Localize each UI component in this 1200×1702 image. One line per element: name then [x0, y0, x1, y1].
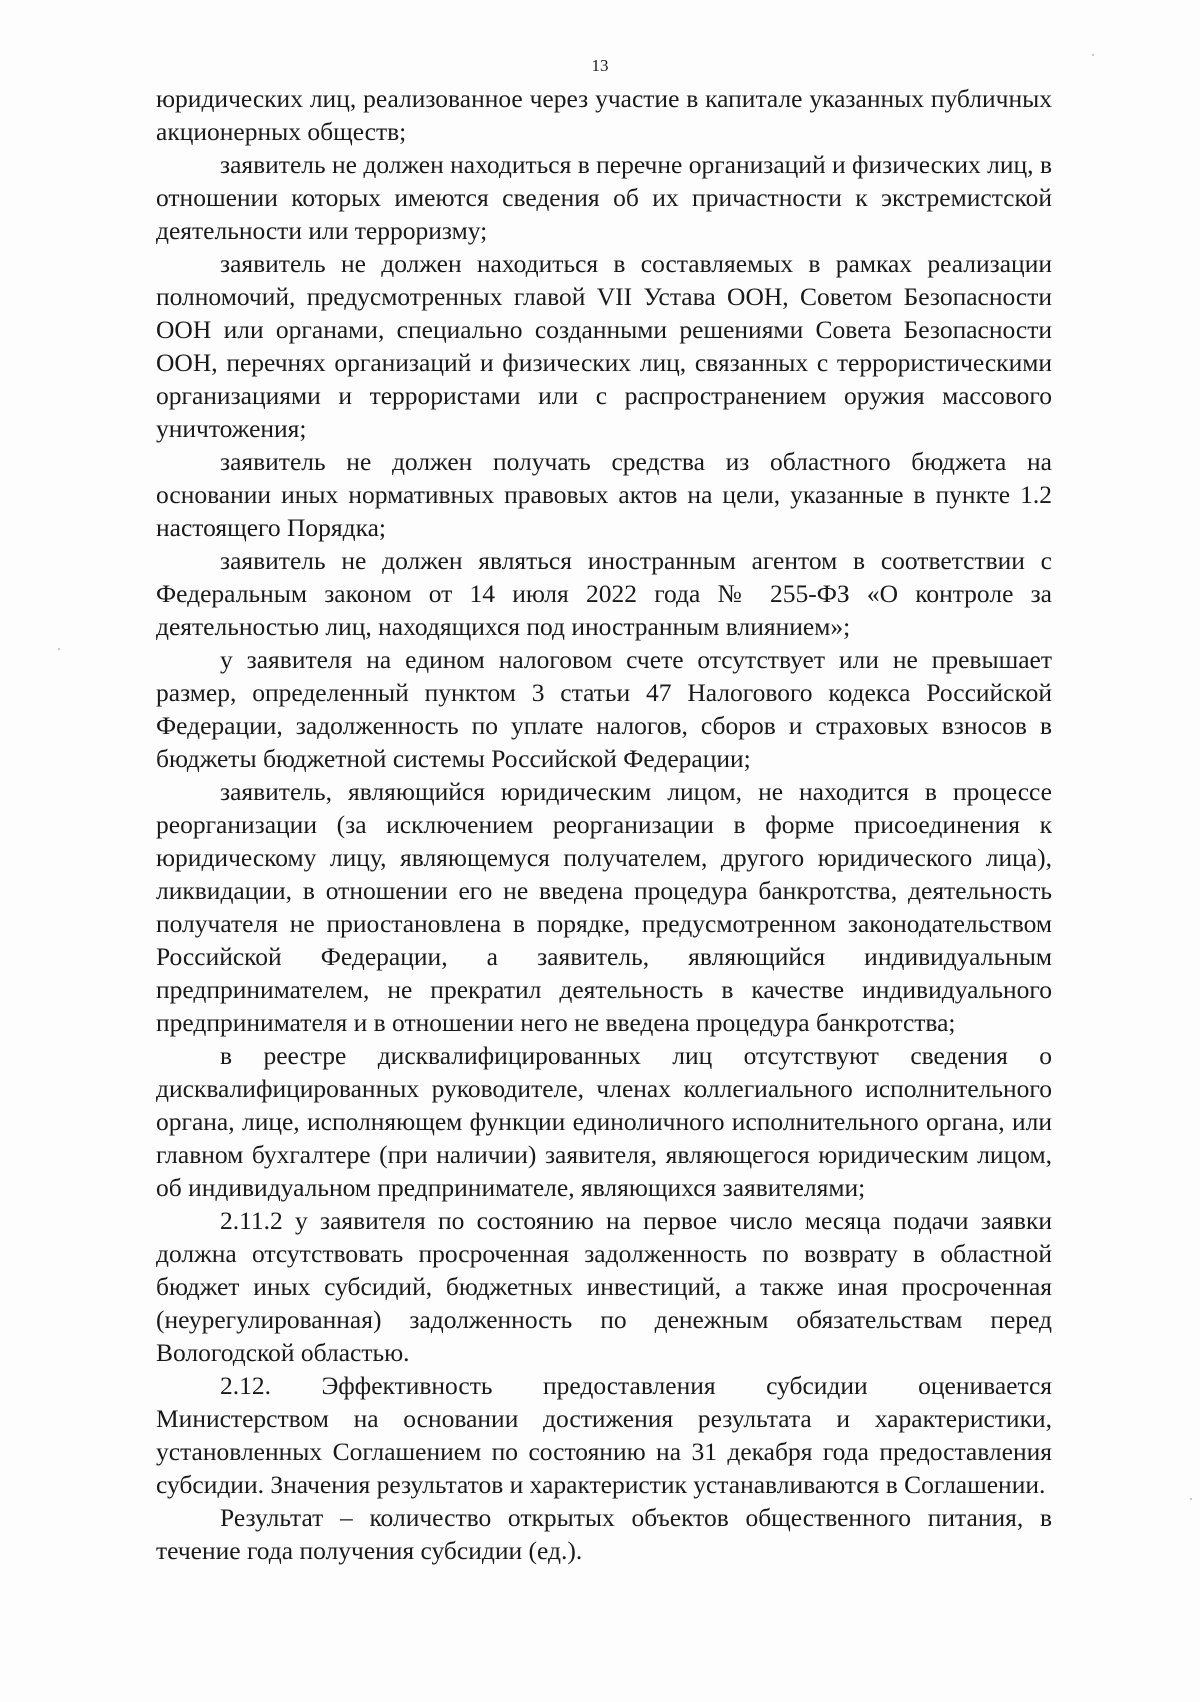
scan-speck	[1190, 1498, 1192, 1500]
paragraph: у заявителя на едином налоговом счете отсутствует или не превышает размер, определенный пунктом 3 статьи 47 Налогового кодекса Российской Федерации, задолженность по уплате налогов, сборов и страховых взносов в бюджеты бюджетной системы Российской Федерации;	[156, 645, 1052, 773]
paragraph: заявитель не должен находиться в перечне организаций и физических лиц, в отношении которых имеются сведения об их причастности к экстремистской деятельности или терроризму;	[156, 150, 1052, 245]
scan-speck	[58, 648, 60, 650]
paragraph: заявитель, являющийся юридическим лицом, не находится в процессе реорганизации (за исключением реорганизации в форме присоединения к юридическому лицу, являющемуся получателем, другого юридического лица), ликвидации, в отношении его не введена процедура банкротства, деятельность получателя не приостановлена в порядке, предусмотренном законодательством Российской Федерации, а заявитель, являющийся индивидуальным предпринимателем, не прекратил деятельность в качестве индивидуального предпринимателя и в отношении него не введена процедура банкротства;	[156, 777, 1052, 1037]
paragraph: заявитель не должен находиться в составляемых в рамках реализации полномочий, предусмотренных главой VII Устава ООН, Советом Безопасности ООН или органами, специально созданными решениями Совета Безопасности ООН, перечнях организаций и физических лиц, связанных с террористическими организациями и террористами или с распространением оружия массового уничтожения;	[156, 249, 1052, 443]
paragraph-clause-2-11-2: 2.11.2 у заявителя по состоянию на первое число месяца подачи заявки должна отсутствовать просроченная задолженность по возврату в областной бюджет иных субсидий, бюджетных инвестиций, а также иная просроченная (неурегулированная) задолженность по денежным обязательствам перед Вологодской областью.	[156, 1206, 1052, 1367]
paragraph-continuation: юридических лиц, реализованное через участие в капитале указанных публичных акционерных обществ;	[156, 84, 1052, 146]
paragraph: в реестре дисквалифицированных лиц отсутствуют сведения о дисквалифицированных руководителе, членах коллегиального исполнительного органа, лице, исполняющем функции единоличного исполнительного органа, или главном бухгалтере (при наличии) заявителя, являющегося юридическим лицом, об индивидуальном предпринимателе, являющихся заявителями;	[156, 1041, 1052, 1202]
paragraph: заявитель не должен являться иностранным агентом в соответствии с Федеральным законом от 14 июля 2022 года № 255-ФЗ «О контроле за деятельностью лиц, находящихся под иностранным влиянием»;	[156, 546, 1052, 641]
page-number: 13	[591, 56, 609, 75]
scan-speck	[1092, 54, 1094, 56]
document-body	[156, 82, 1052, 1567]
paragraph-clause-2-12: 2.12. Эффективность предоставления субсидии оценивается Министерством на основании достижения результата и характеристики, установленных Соглашением по состоянию на 31 декабря года предоставления субсидии. Значения результатов и характеристик устанавливаются в Соглашении.	[156, 1371, 1052, 1499]
paragraph: заявитель не должен получать средства из областного бюджета на основании иных нормативных правовых актов на цели, указанные в пункте 1.2 настоящего Порядка;	[156, 447, 1052, 542]
paragraph-result: Результат – количество открытых объектов общественного питания, в течение года получения субсидии (ед.).	[156, 1503, 1052, 1565]
